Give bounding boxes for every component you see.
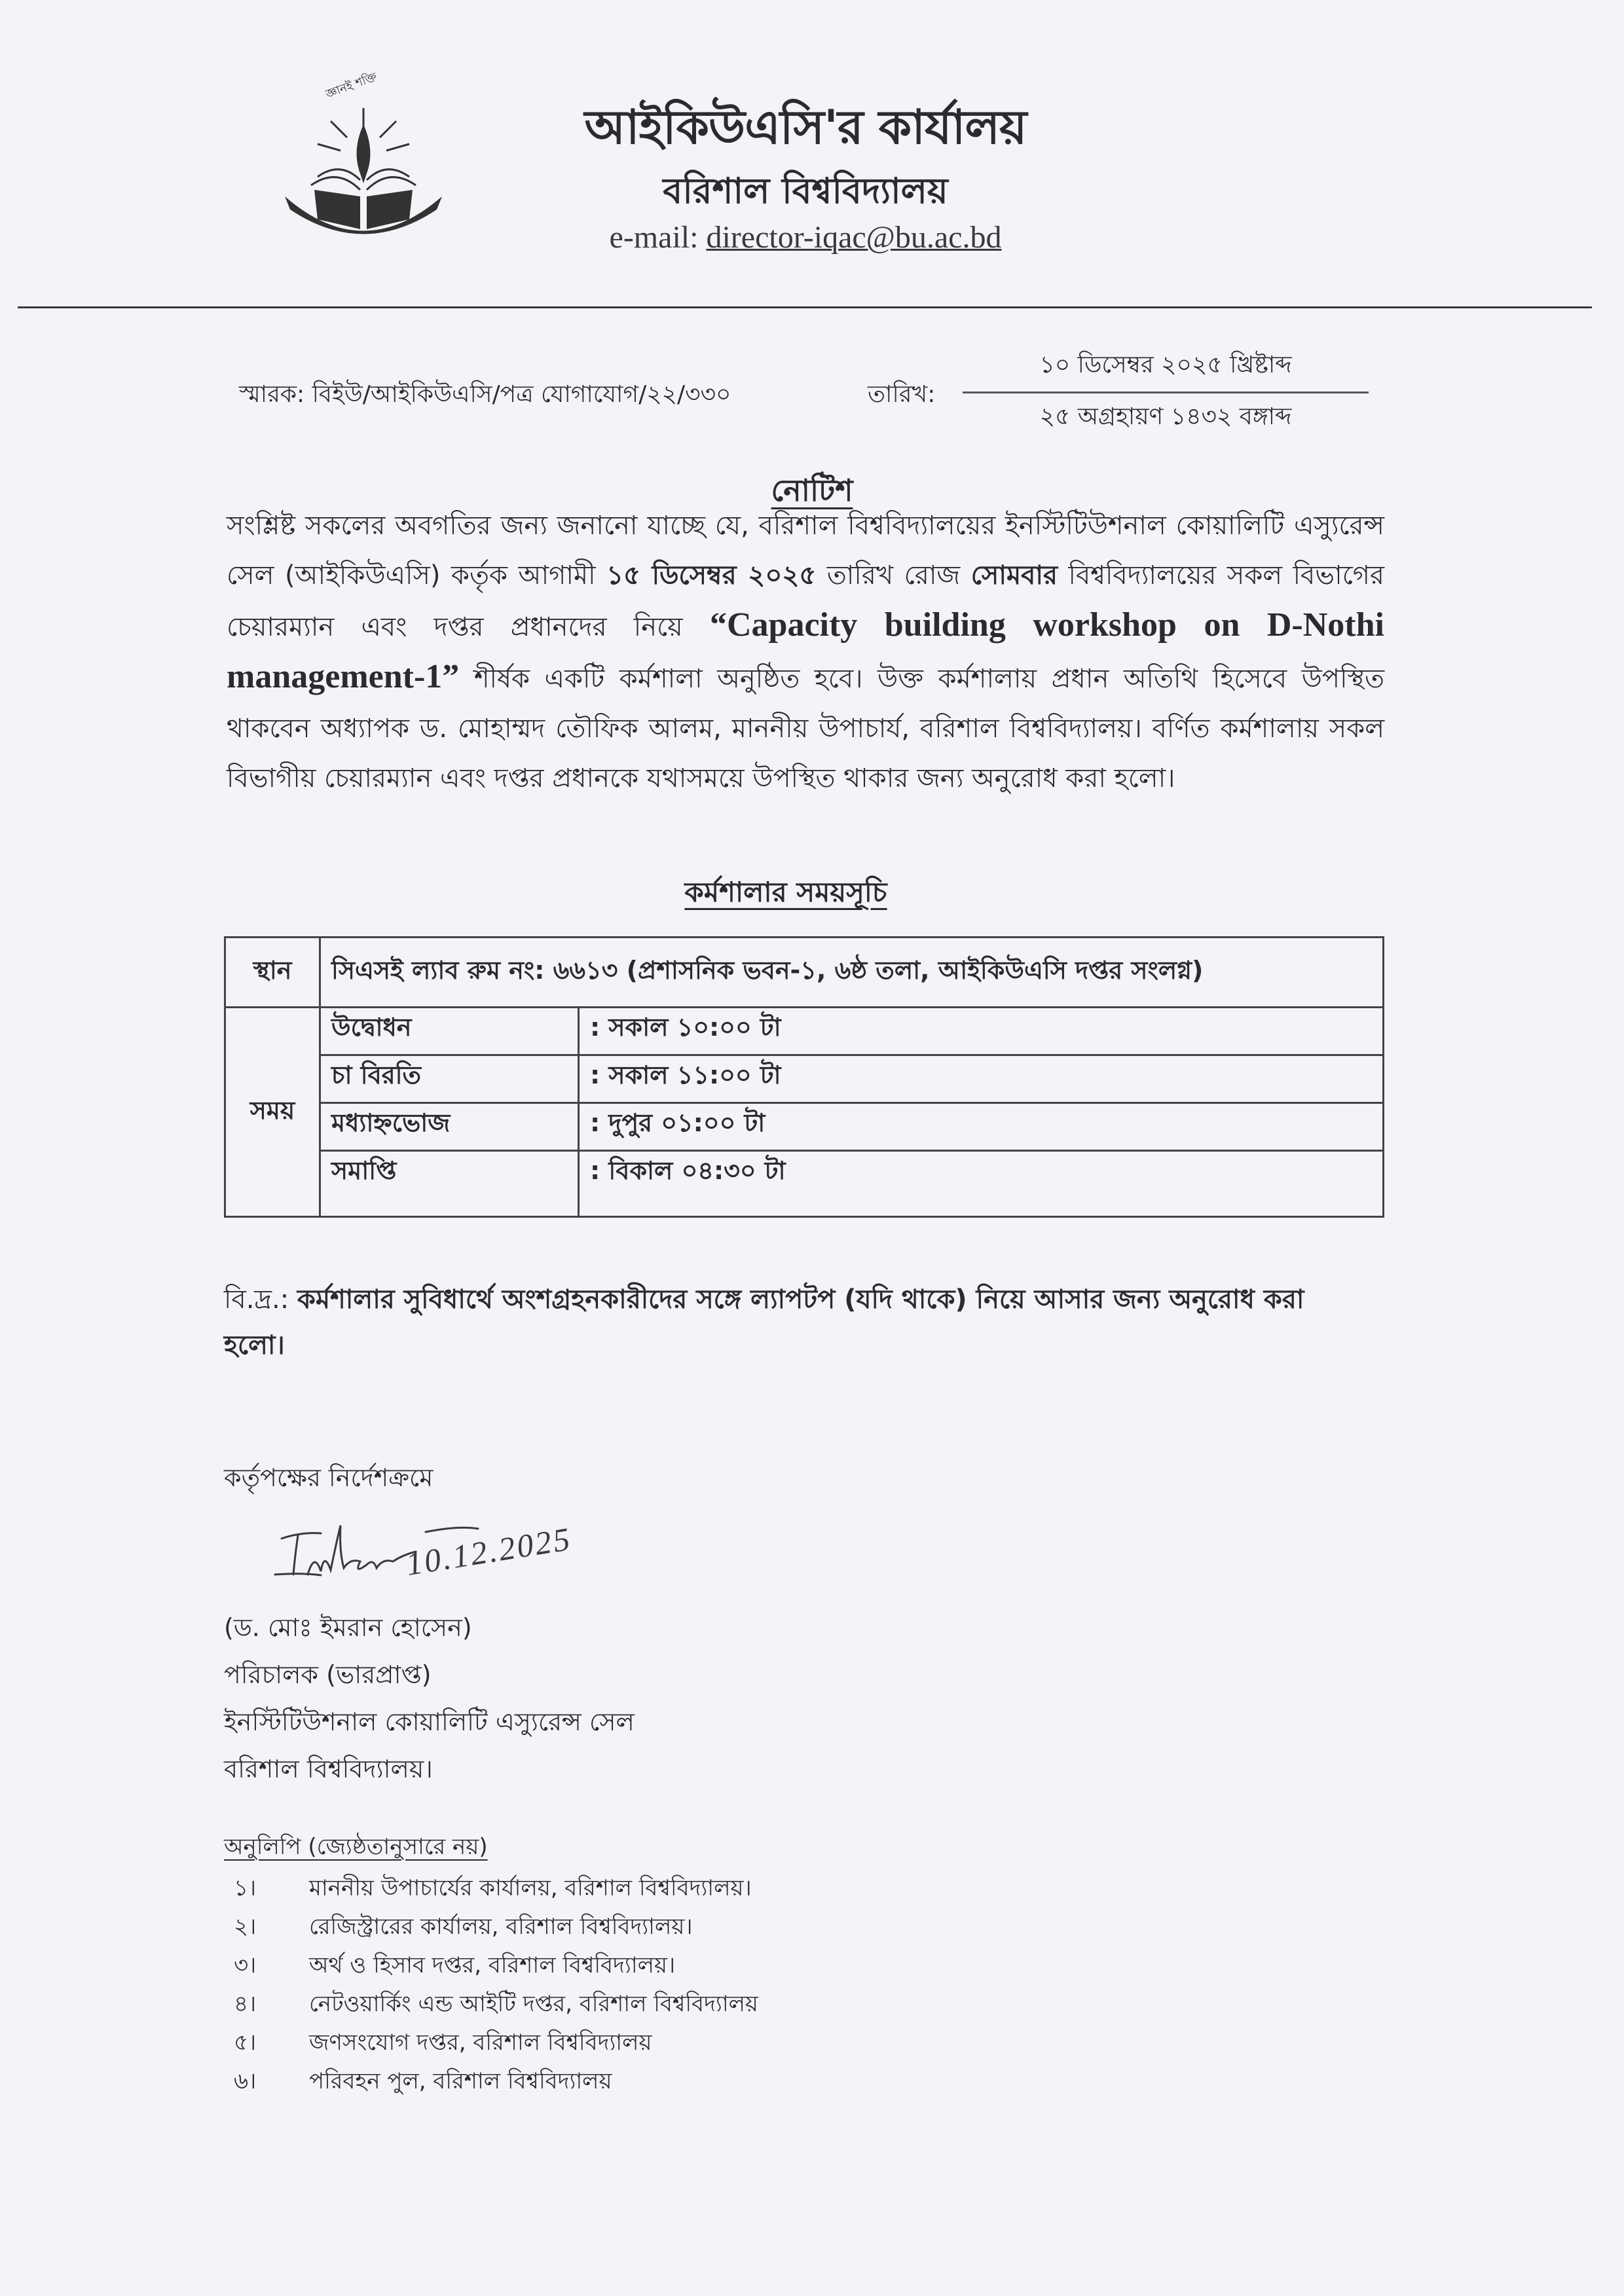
notice-body (227, 501, 1384, 803)
schedule-heading (0, 871, 1572, 917)
table-row (225, 1055, 1384, 1103)
body-text: বিশ্ববিদ্যালয়ের সকল বিভাগের চেয়ারম্যান এবং দপ্তর প্রধানদের নিয়ে (227, 560, 1384, 642)
signatory-block (224, 1604, 635, 1793)
list-item: ১। মাননীয় উপাচার্যের কার্যালয়, বরিশাল বিশ্ববিদ্যালয়। (234, 1875, 752, 1901)
body-text: সংশ্লিষ্ট সকলের অবগতির জন্য জনানো যাচ্ছে যে, বরিশাল বিশ্ববিদ্যালয়ের ইনস্টিটিউশনাল কোয়ালিটি এস্যুরেন্স সেল (আইকিউএসি) কর্তৃক আগামী (227, 511, 1384, 591)
event-time: : বিকাল ০৪:৩০ টা (579, 1151, 1384, 1217)
note-text: কর্মশালার সুবিধার্থে অংশগ্রহনকারীদের সঙ্গে ল্যাপটপ (যদি থাকে) নিয়ে আসার জন্য অনুরোধ করা হলো। (224, 1285, 1304, 1360)
workshop-title: “Capacity building workshop on D-Nothi management-1” (227, 606, 1384, 695)
workshop-date: ১৫ ডিসেম্বর ২০২৫ (606, 560, 817, 591)
venue-value: সিএসই ল্যাব রুম নং: ৬৬১৩ (প্রশাসনিক ভবন-১, ৬ষ্ঠ তলা, আইকিউএসি দপ্তর সংলগ্ন) (320, 938, 1384, 1008)
date-label: তারিখ: (868, 381, 936, 408)
body-text: শীর্ষক একটি কর্মশালা অনুষ্ঠিত হবে। উক্ত কর্মশালায় প্রধান অতিথি হিসেবে উপস্থিত থাকবেন অধ্যাপক ড. মোহাম্মদ তৌফিক আলম, মাননীয় উপাচার্য, বরিশাল বিশ্ববিদ্যালয়। বর্ণিত কর্মশালায় সকল বিভাগীয় চেয়ারম্যান এবং দপ্তর প্রধানকে যথাসময়ে উপস্থিত থাকার জন্য অনুরোধ করা হলো। (227, 664, 1384, 793)
copy-list (224, 1869, 758, 2101)
event-time: : দুপুর ০১:০০ টা (579, 1103, 1384, 1151)
table-row (225, 1008, 1384, 1055)
list-item: ৪। নেটওয়ার্কিং এন্ড আইটি দপ্তর, বরিশাল বিশ্ববিদ্যালয় (234, 1991, 758, 2017)
note-prefix: বি.দ্র.: (224, 1285, 297, 1315)
note (224, 1277, 1350, 1368)
event-time: : সকাল ১১:০০ টা (579, 1055, 1384, 1103)
date-bangla: ২৫ অগ্রহায়ণ ১৪৩২ বঙ্গাব্দ (1039, 403, 1292, 430)
schedule-table (224, 936, 1384, 1218)
email-line (557, 219, 1054, 255)
signatory-office: ইনস্টিটিউশনাল কোয়ালিটি এস্যুরেন্স সেল (224, 1707, 635, 1736)
venue-label: স্থান (225, 938, 320, 1008)
list-item: ৬। পরিবহন পুল, বরিশাল বিশ্ববিদ্যালয় (234, 2068, 612, 2094)
list-item: ৫। জণসংযোগ দপ্তর, বরিশাল বিশ্ববিদ্যালয় (234, 2030, 652, 2056)
university-name: বরিশাল বিশ্ববিদ্যালয় (663, 170, 948, 211)
office-title: আইকিউএসি'র কার্যালয় (584, 100, 1027, 155)
date-gregorian: ১০ ডিসেম্বর ২০২৫ খ্রিষ্টাব্দ (1039, 352, 1292, 378)
signature-date: 10.12.2025 (403, 1520, 574, 1583)
email-label: e-mail: (609, 220, 707, 255)
notice-title: নোটিশ (771, 473, 853, 508)
date-block (963, 347, 1369, 438)
header-divider (18, 306, 1592, 308)
event-name: চা বিরতি (320, 1055, 579, 1103)
table-row (225, 1103, 1384, 1151)
event-time: : সকাল ১০:০০ টা (579, 1008, 1384, 1055)
schedule-title: কর্মশালার সময়সূচি (684, 876, 887, 908)
university-logo (265, 69, 462, 239)
table-row (225, 1151, 1384, 1217)
email-link[interactable]: director-iqac@bu.ac.bd (706, 220, 1002, 255)
body-text: তারিখ রোজ (816, 560, 971, 591)
event-name: সমাপ্তি (320, 1151, 579, 1217)
logo-motto: জ্ঞানই শক্তি (323, 70, 379, 101)
date-divider (963, 392, 1369, 393)
list-item: ২। রেজিস্ট্রারের কার্যালয়, বরিশাল বিশ্ববিদ্যালয়। (234, 1914, 693, 1940)
copy-list-title: অনুলিপি (জ্যেষ্ঠতানুসারে নয়) (224, 1834, 488, 1860)
signatory-university: বরিশাল বিশ্ববিদ্যালয়। (224, 1755, 433, 1783)
time-label: সময় (225, 1008, 320, 1217)
event-name: মধ্যাহ্নভোজ (320, 1103, 579, 1151)
authority-directive: কর্তৃপক্ষের নির্দেশক্রমে (224, 1463, 434, 1492)
signatory-designation: পরিচালক (ভারপ্রাপ্ত) (224, 1660, 432, 1689)
table-row (225, 938, 1384, 1008)
signatory-name: (ড. মোঃ ইমরান হোসেন) (224, 1613, 472, 1642)
memo-number: স্মারক: বিইউ/আইকিউএসি/পত্র যোগাযোগ/২২/৩৩০ (239, 381, 731, 408)
event-name: উদ্বোধন (320, 1008, 579, 1055)
workshop-day: সোমবার (970, 560, 1058, 591)
list-item: ৩। অর্থ ও হিসাব দপ্তর, বরিশাল বিশ্ববিদ্যালয়। (234, 1952, 676, 1978)
